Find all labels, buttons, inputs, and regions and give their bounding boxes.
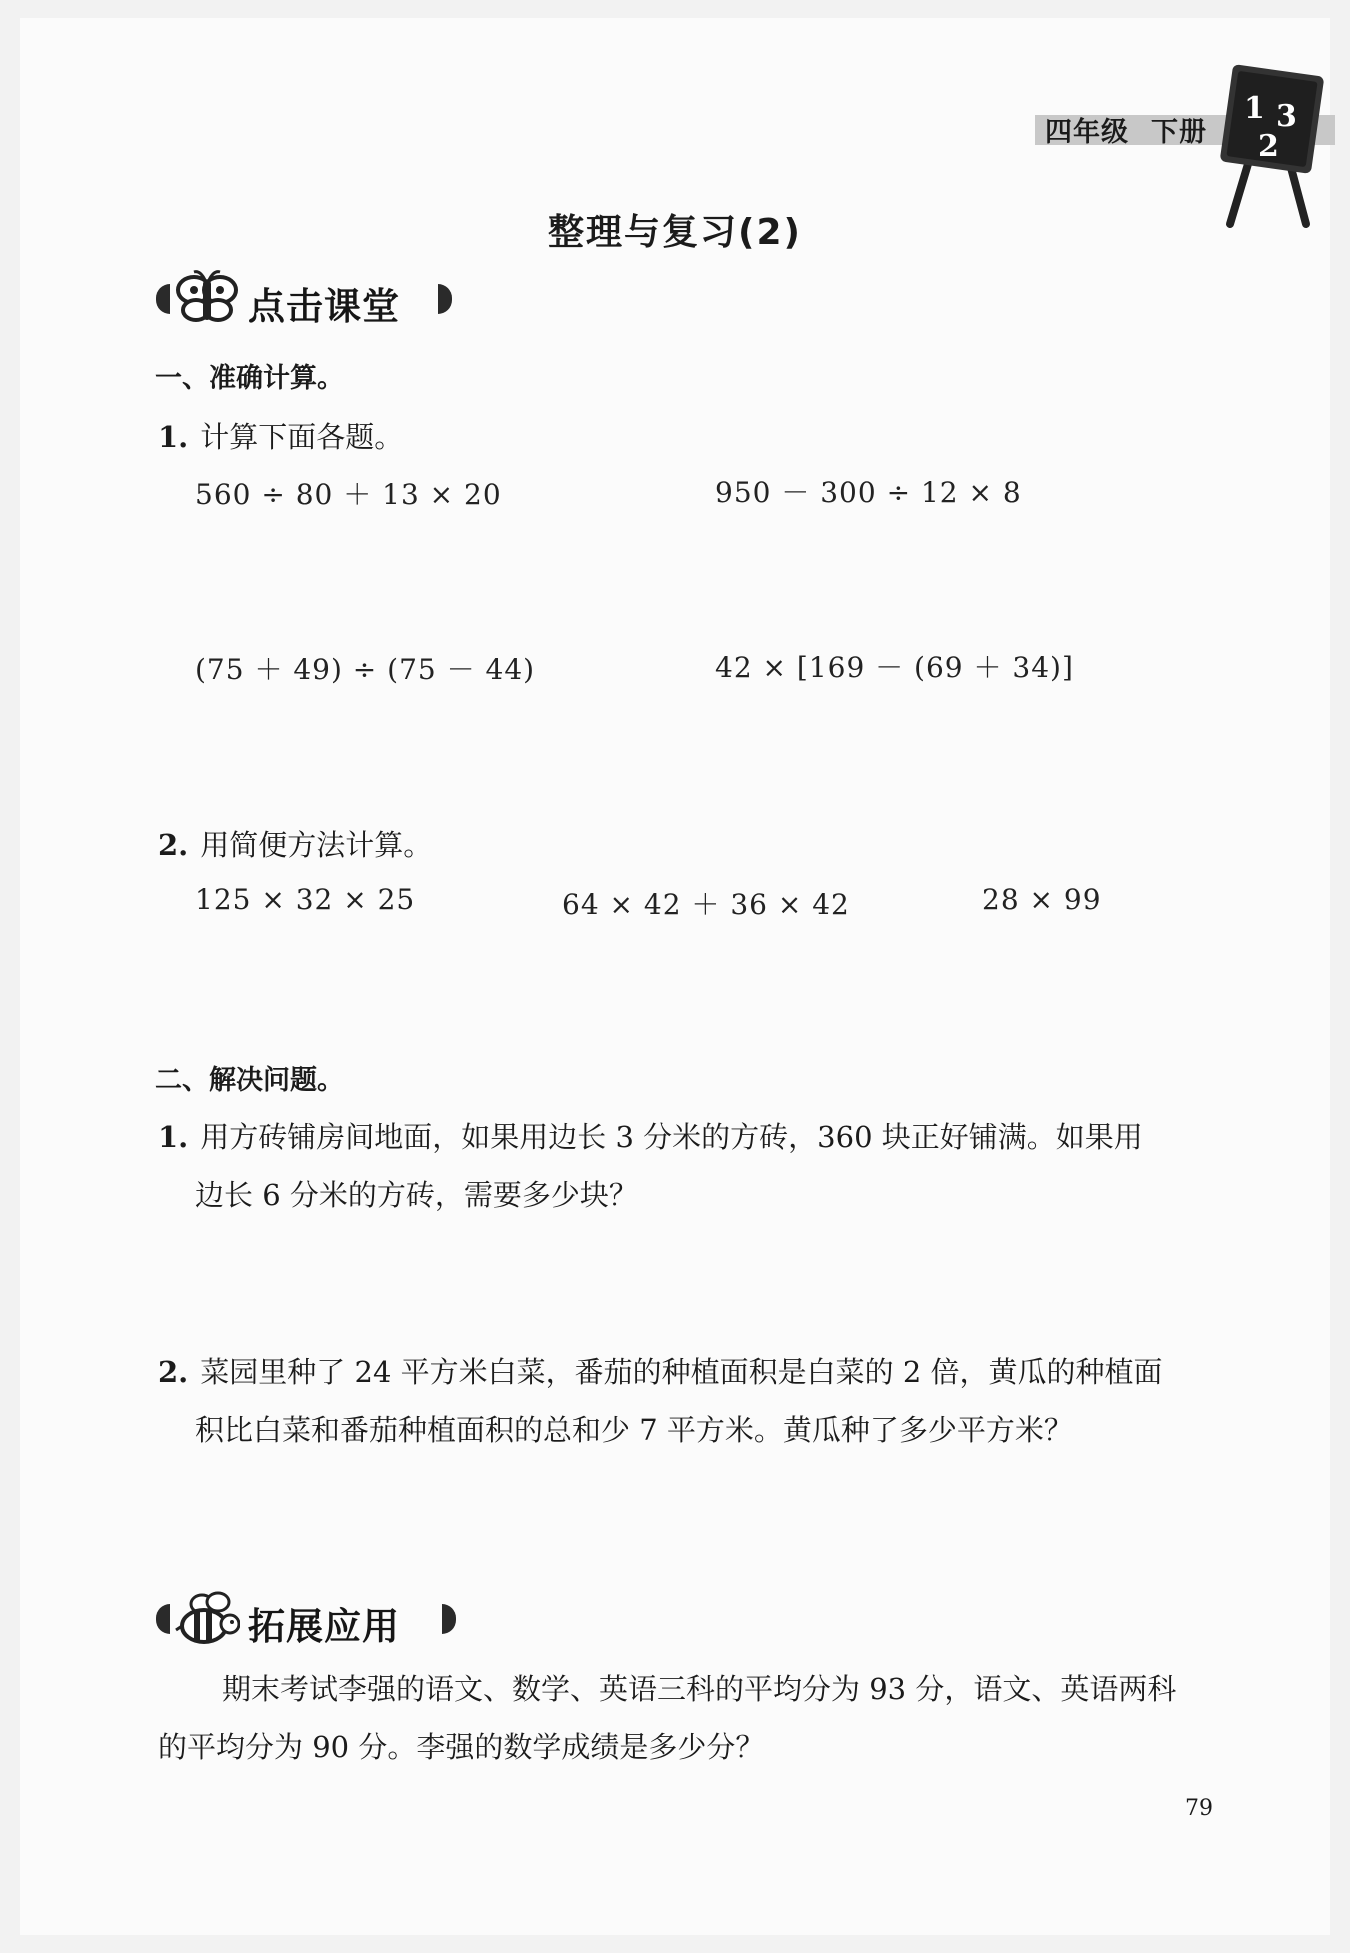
- extension-problem-line2: 的平均分为 90 分。李强的数学成绩是多少分？: [158, 1730, 765, 1764]
- page-title: 整理与复习(2): [548, 212, 802, 253]
- section-badge-click-class: [156, 270, 452, 326]
- problem-2-2-line1: [158, 1350, 1163, 1391]
- expression-3: (75 ＋ 49) ÷ (75 － 44): [195, 653, 536, 686]
- section-title-extension: 拓展应用: [248, 1605, 400, 1648]
- question-text: 计算下面各题。: [200, 420, 404, 454]
- badge-cap-right: [442, 1604, 456, 1634]
- logo-digit-1: 1: [1244, 91, 1265, 126]
- volume-text: 下册: [1151, 117, 1207, 148]
- question-1-1: [158, 415, 403, 456]
- logo-digit-3: 3: [1276, 99, 1297, 134]
- question-text: 用简便方法计算。: [200, 828, 433, 862]
- section-badge-extension: [156, 1590, 456, 1646]
- logo-digit-2: 2: [1258, 129, 1279, 164]
- problem-2-1-line2: 边长 6 分米的方砖，需要多少块？: [195, 1178, 638, 1212]
- expression-6: 64 × 42 ＋ 36 × 42: [562, 888, 850, 921]
- expression-1: 560 ÷ 80 ＋ 13 × 20: [195, 478, 502, 511]
- extension-problem-line1: 期末考试李强的语文、数学、英语三科的平均分为 93 分，语文、英语两科: [222, 1672, 1177, 1706]
- expression-5: 125 × 32 × 25: [195, 883, 416, 916]
- problem-2-1-line1: [158, 1115, 1143, 1156]
- question-1-2: [158, 823, 432, 864]
- grade-text: 四年级: [1045, 117, 1129, 148]
- grade-label: [1045, 110, 1207, 149]
- part2-heading: 二、解决问题。: [155, 1065, 344, 1096]
- question-number: 1.: [158, 420, 189, 454]
- part1-heading: 一、准确计算。: [155, 363, 344, 394]
- expression-2: 950 － 300 ÷ 12 × 8: [715, 476, 1022, 509]
- page-number: 79: [1185, 1796, 1213, 1821]
- expression-4: 42 × [169 － (69 ＋ 34)]: [715, 651, 1074, 684]
- butterfly-icon: [174, 270, 240, 328]
- badge-cap-left: [156, 284, 170, 314]
- problem-2-2-line2: 积比白菜和番茄种植面积的总和少 7 平方米。黄瓜种了多少平方米？: [195, 1413, 1073, 1447]
- question-number: 2.: [158, 828, 189, 862]
- problem-number: 2.: [158, 1355, 189, 1389]
- expression-7: 28 × 99: [982, 883, 1102, 916]
- bee-icon: [174, 1590, 240, 1648]
- problem-text: 用方砖铺房间地面，如果用边长 3 分米的方砖，360 块正好铺满。如果用: [200, 1120, 1143, 1154]
- section-title-click-class: 点击课堂: [248, 285, 400, 328]
- badge-cap-left: [156, 1604, 170, 1634]
- badge-cap-right: [438, 284, 452, 314]
- problem-text: 菜园里种了 24 平方米白菜，番茄的种植面积是白菜的 2 倍，黄瓜的种植面: [200, 1355, 1163, 1389]
- problem-number: 1.: [158, 1120, 189, 1154]
